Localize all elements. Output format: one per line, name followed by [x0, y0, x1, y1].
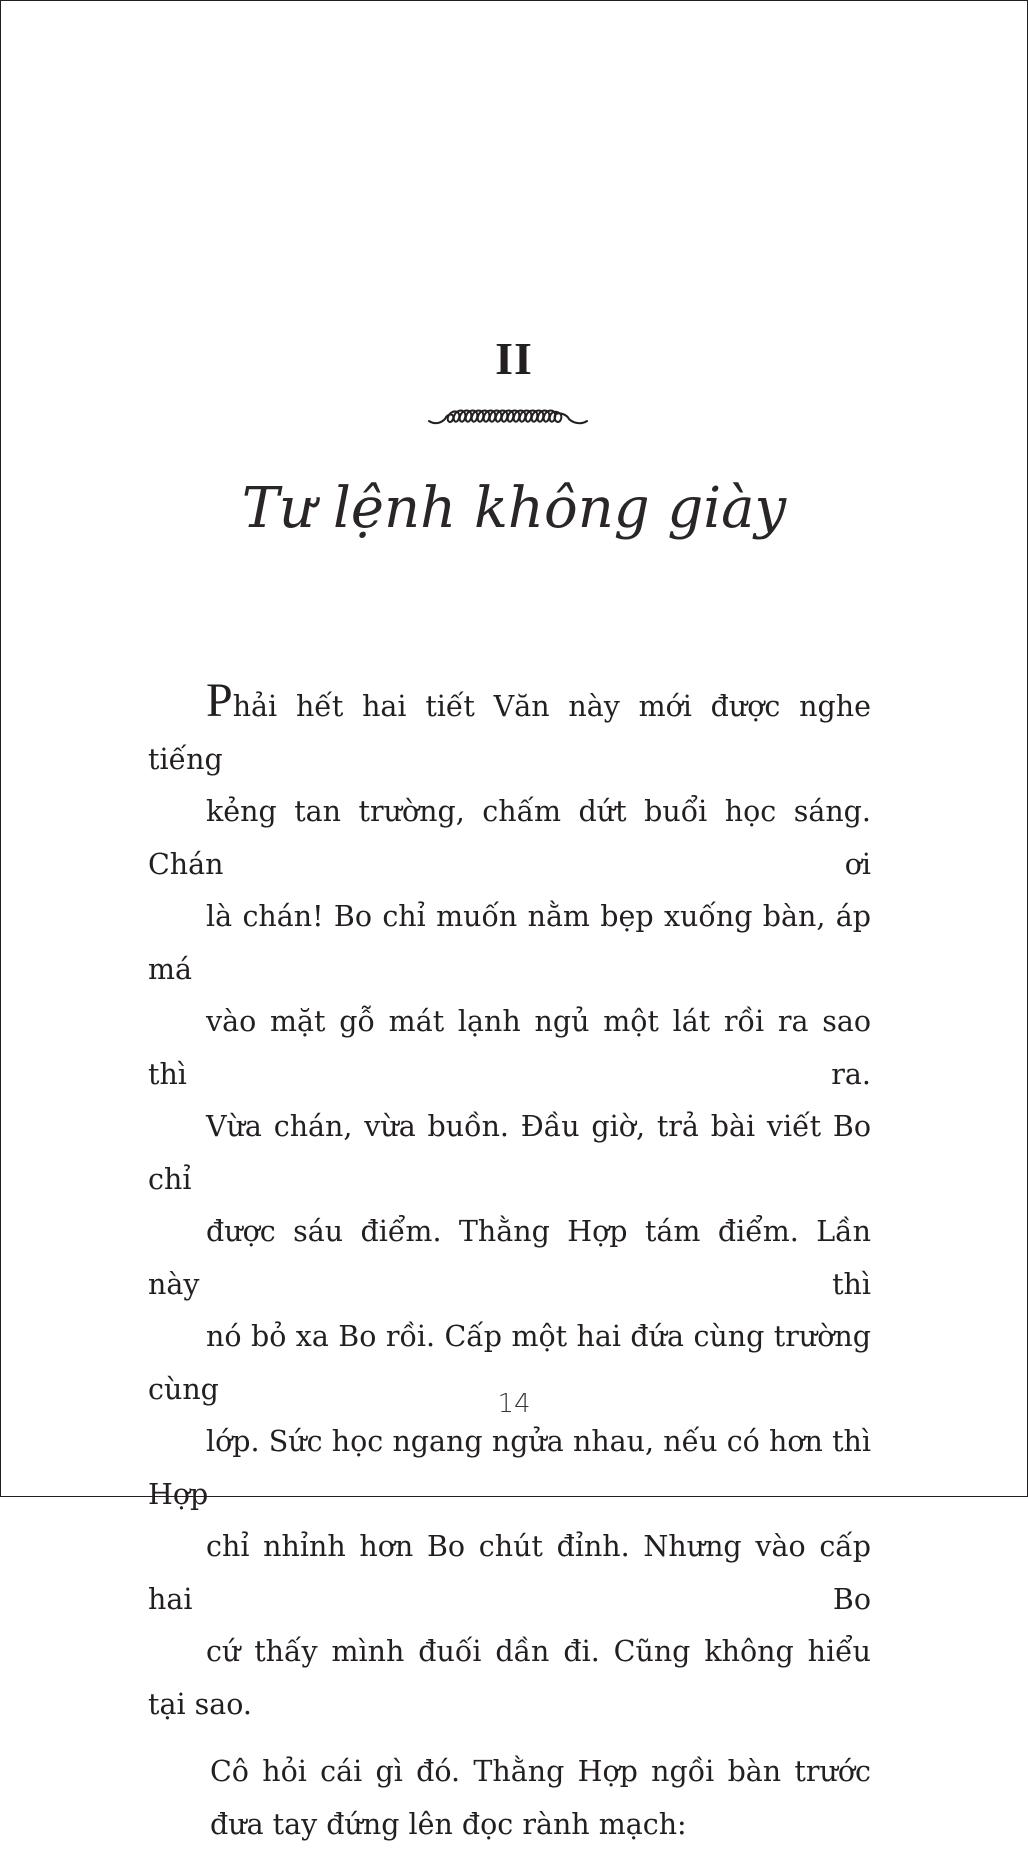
chapter-number: II	[1, 331, 1027, 387]
chapter-title: Tư lệnh không giày	[1, 469, 1027, 549]
text-line: vào mặt gỗ mát lạnh ngủ một lát rồi ra sao thì ra.	[148, 996, 871, 1101]
text-line: cứ thấy mình đuối dần đi. Cũng không hiểu tại sao.	[148, 1626, 871, 1731]
flourish-ornament-icon	[425, 401, 591, 429]
text-line: hải hết hai tiết Văn này mới được nghe tiếng	[148, 690, 871, 776]
body-text	[148, 681, 871, 1851]
drop-cap: P	[206, 674, 233, 727]
text-line: lớp. Sức học ngang ngửa nhau, nếu có hơn thì Hợp	[148, 1416, 871, 1521]
text-line: nó bỏ xa Bo rồi. Cấp một hai đứa cùng trường cùng	[148, 1311, 871, 1416]
text-line: Vừa chán, vừa buồn. Đầu giờ, trả bài viết Bo chỉ	[148, 1101, 871, 1206]
text-line: đưa tay đứng lên đọc rành mạch:	[148, 1799, 871, 1851]
page-number: 14	[1, 1389, 1027, 1419]
text-line: kẻng tan trường, chấm dứt buổi học sáng. Chán ơi	[148, 786, 871, 891]
paragraph-2	[148, 1746, 871, 1851]
text-line: được sáu điểm. Thằng Hợp tám điểm. Lần này thì	[148, 1206, 871, 1311]
text-line: Cô hỏi cái gì đó. Thằng Hợp ngồi bàn trước	[148, 1746, 871, 1799]
paragraph-1	[148, 681, 871, 1731]
text-line: là chán! Bo chỉ muốn nằm bẹp xuống bàn, áp má	[148, 891, 871, 996]
text-line: chỉ nhỉnh hơn Bo chút đỉnh. Nhưng vào cấp hai Bo	[148, 1521, 871, 1626]
